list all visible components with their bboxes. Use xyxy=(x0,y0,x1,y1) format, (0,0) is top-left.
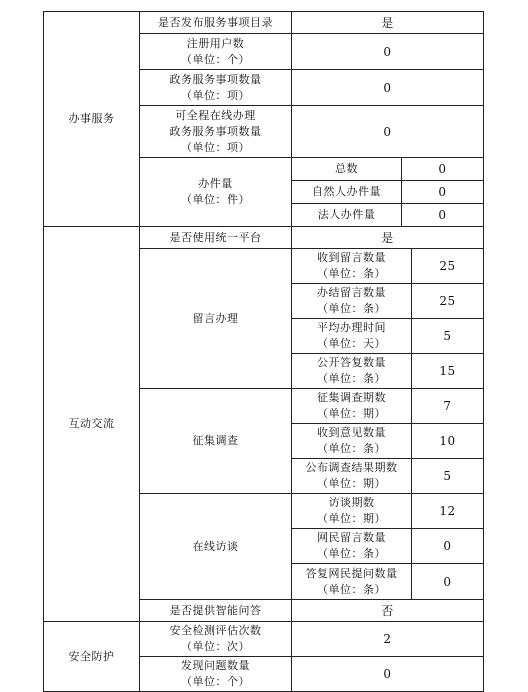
survey-opinions-label: 收到意见数量 （单位：条） xyxy=(292,424,412,459)
interview-answered-questions-label: 答复网民提问数量 （单位：条） xyxy=(292,564,412,600)
service-items-value: 0 xyxy=(292,70,484,106)
interview-periods-value: 12 xyxy=(412,494,484,529)
survey-opinions-value: 10 xyxy=(412,424,484,459)
registered-users-value: 0 xyxy=(292,34,484,70)
online-items-label: 可全程在线办理 政务服务事项数量 （单位：项） xyxy=(140,106,292,158)
publish-catalog-value: 是 xyxy=(292,12,484,34)
security-issues-label: 发现问题数量 （单位：个） xyxy=(140,657,292,692)
messages-public-replies-label: 公开答复数量 （单位：条） xyxy=(292,354,412,389)
interview-answered-questions-value: 0 xyxy=(412,564,484,600)
security-inspections-value: 2 xyxy=(292,622,484,657)
cases-total-value: 0 xyxy=(402,158,484,181)
survey-periods-value: 7 xyxy=(412,389,484,424)
section-interaction: 互动交流 xyxy=(44,227,140,622)
service-items-label: 政务服务事项数量 （单位：项） xyxy=(140,70,292,106)
cases-natural-person-value: 0 xyxy=(402,181,484,204)
messages-avg-time-value: 5 xyxy=(412,319,484,354)
security-issues-value: 0 xyxy=(292,657,484,692)
survey-label: 征集调查 xyxy=(140,389,292,494)
smart-qa-label: 是否提供智能问答 xyxy=(140,600,292,622)
messages-avg-time-label: 平均办理时间 （单位：天） xyxy=(292,319,412,354)
interview-label: 在线访谈 xyxy=(140,494,292,600)
cases-natural-person-label: 自然人办件量 xyxy=(292,181,402,204)
section-service: 办事服务 xyxy=(44,12,140,227)
survey-result-periods-value: 5 xyxy=(412,459,484,494)
messages-handled-value: 25 xyxy=(412,284,484,319)
survey-result-periods-label: 公布调查结果期数 （单位：期） xyxy=(292,459,412,494)
cases-total-label: 总数 xyxy=(292,158,402,181)
publish-catalog-label: 是否发布服务事项目录 xyxy=(140,12,292,34)
cases-legal-person-label: 法人办件量 xyxy=(292,204,402,227)
smart-qa-value: 否 xyxy=(292,600,484,622)
registered-users-label: 注册用户数 （单位：个） xyxy=(140,34,292,70)
unified-platform-label: 是否使用统一平台 xyxy=(140,227,292,249)
messages-label: 留言办理 xyxy=(140,249,292,389)
security-inspections-label: 安全检测评估次数 （单位：次） xyxy=(140,622,292,657)
survey-periods-label: 征集调查期数 （单位：期） xyxy=(292,389,412,424)
interview-periods-label: 访谈期数 （单位：期） xyxy=(292,494,412,529)
messages-public-replies-value: 15 xyxy=(412,354,484,389)
interview-netizen-messages-value: 0 xyxy=(412,529,484,564)
unified-platform-value: 是 xyxy=(292,227,484,249)
statistics-table xyxy=(43,11,484,692)
cases-label: 办件量 （单位：件） xyxy=(140,158,292,227)
online-items-value: 0 xyxy=(292,106,484,158)
cases-legal-person-value: 0 xyxy=(402,204,484,227)
section-security: 安全防护 xyxy=(44,622,140,692)
messages-received-label: 收到留言数量 （单位：条） xyxy=(292,249,412,284)
messages-received-value: 25 xyxy=(412,249,484,284)
interview-netizen-messages-label: 网民留言数量 （单位：条） xyxy=(292,529,412,564)
messages-handled-label: 办结留言数量 （单位：条） xyxy=(292,284,412,319)
